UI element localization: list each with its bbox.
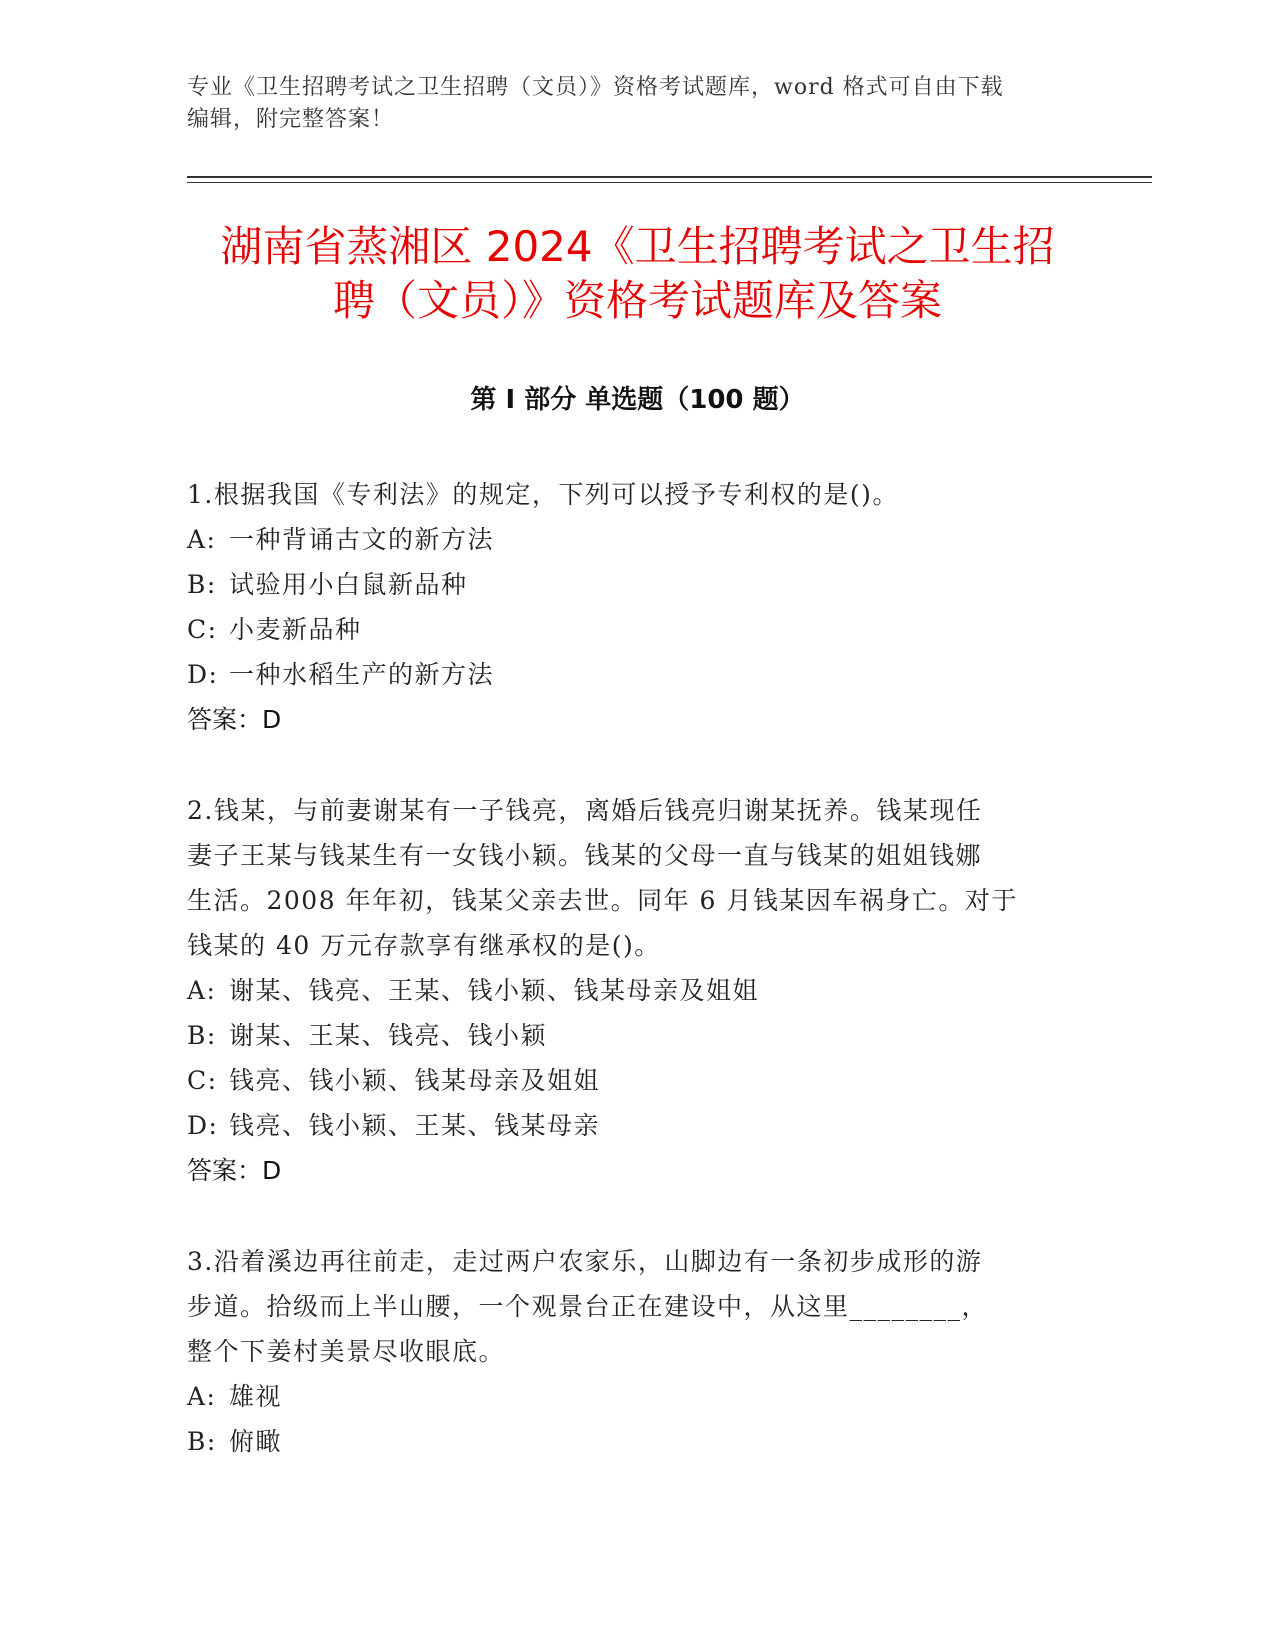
question-list: [187, 472, 1067, 1510]
header-divider-thick: [187, 176, 1152, 178]
option-text: 试验用小白鼠新品种: [229, 570, 468, 599]
option-key: C:: [187, 1066, 218, 1095]
option-key: A:: [187, 976, 217, 1005]
question-1-option-a: [187, 517, 1067, 562]
question-3-option-a: [187, 1374, 1067, 1419]
question-1-answer: [187, 697, 1067, 742]
option-key: B:: [187, 570, 217, 599]
option-key: A:: [187, 1382, 217, 1411]
question-1-option-b: [187, 562, 1067, 607]
question-2: [187, 788, 1067, 1193]
question-3-stem-line: 整个下姜村美景尽收眼底。: [187, 1337, 506, 1366]
question-2-option-c: [187, 1058, 1067, 1103]
option-text: 俯瞰: [229, 1427, 283, 1456]
question-2-stem-line: 生活。2008 年年初，钱某父亲去世。同年 6 月钱某因车祸身亡。对于: [187, 886, 1018, 915]
question-1: [187, 472, 1067, 742]
option-key: A:: [187, 525, 217, 554]
option-key: D:: [187, 1111, 219, 1140]
question-2-stem-line: 钱某的 40 万元存款享有继承权的是()。: [187, 931, 661, 960]
answer-prefix: 答案：: [187, 705, 263, 734]
question-3-option-b: [187, 1419, 1067, 1464]
question-2-answer: [187, 1148, 1067, 1193]
question-2-stem-line: 妻子王某与钱某生有一女钱小颖。钱某的父母一直与钱某的姐姐钱娜: [187, 841, 983, 870]
option-text: 小麦新品种: [229, 615, 362, 644]
option-key: B:: [187, 1021, 217, 1050]
option-text: 一种水稻生产的新方法: [229, 660, 495, 689]
option-text: 雄视: [229, 1382, 283, 1411]
header-note-line-2: 编辑，附完整答案！: [187, 107, 395, 132]
question-2-option-a: [187, 968, 1067, 1013]
option-text: 一种背诵古文的新方法: [229, 525, 495, 554]
option-text: 钱亮、钱小颖、钱某母亲及姐姐: [229, 1066, 601, 1095]
header-note-line-1: 专业《卫生招聘考试之卫生招聘（文员）》资格考试题库，word 格式可自由下载: [187, 75, 1004, 100]
document-title-line-1: 湖南省蒸湘区 2024《卫生招聘考试之卫生招: [220, 222, 1055, 271]
question-3-stem-line: 步道。拾级而上半山腰，一个观景台正在建设中，从这里________，: [187, 1292, 989, 1321]
option-key: D:: [187, 660, 219, 689]
option-key: C:: [187, 615, 218, 644]
document-title: [150, 220, 1125, 328]
section-title: 第 I 部分 单选题（100 题）: [470, 385, 805, 415]
answer-value: D: [262, 1156, 282, 1185]
question-1-stem-line: 1.根据我国《专利法》的规定，下列可以授予专利权的是()。: [187, 480, 899, 509]
answer-value: D: [262, 705, 282, 734]
option-text: 谢某、王某、钱亮、钱小颖: [229, 1021, 548, 1050]
question-2-option-d: [187, 1103, 1067, 1148]
question-1-option-d: [187, 652, 1067, 697]
header-divider-thin: [187, 182, 1152, 183]
document-title-line-2: 聘（文员）》资格考试题库及答案: [332, 276, 942, 325]
question-2-stem-line: 2.钱某，与前妻谢某有一子钱亮，离婚后钱亮归谢某抚养。钱某现任: [187, 796, 983, 825]
question-3: [187, 1239, 1067, 1464]
question-1-option-c: [187, 607, 1067, 652]
question-3-stem-line: 3.沿着溪边再往前走，走过两户农家乐，山脚边有一条初步成形的游: [187, 1247, 983, 1276]
option-key: B:: [187, 1427, 217, 1456]
question-2-option-b: [187, 1013, 1067, 1058]
header-note: [187, 72, 1067, 136]
option-text: 钱亮、钱小颖、王某、钱某母亲: [229, 1111, 601, 1140]
answer-prefix: 答案：: [187, 1156, 263, 1185]
option-text: 谢某、钱亮、王某、钱小颖、钱某母亲及姐姐: [229, 976, 760, 1005]
